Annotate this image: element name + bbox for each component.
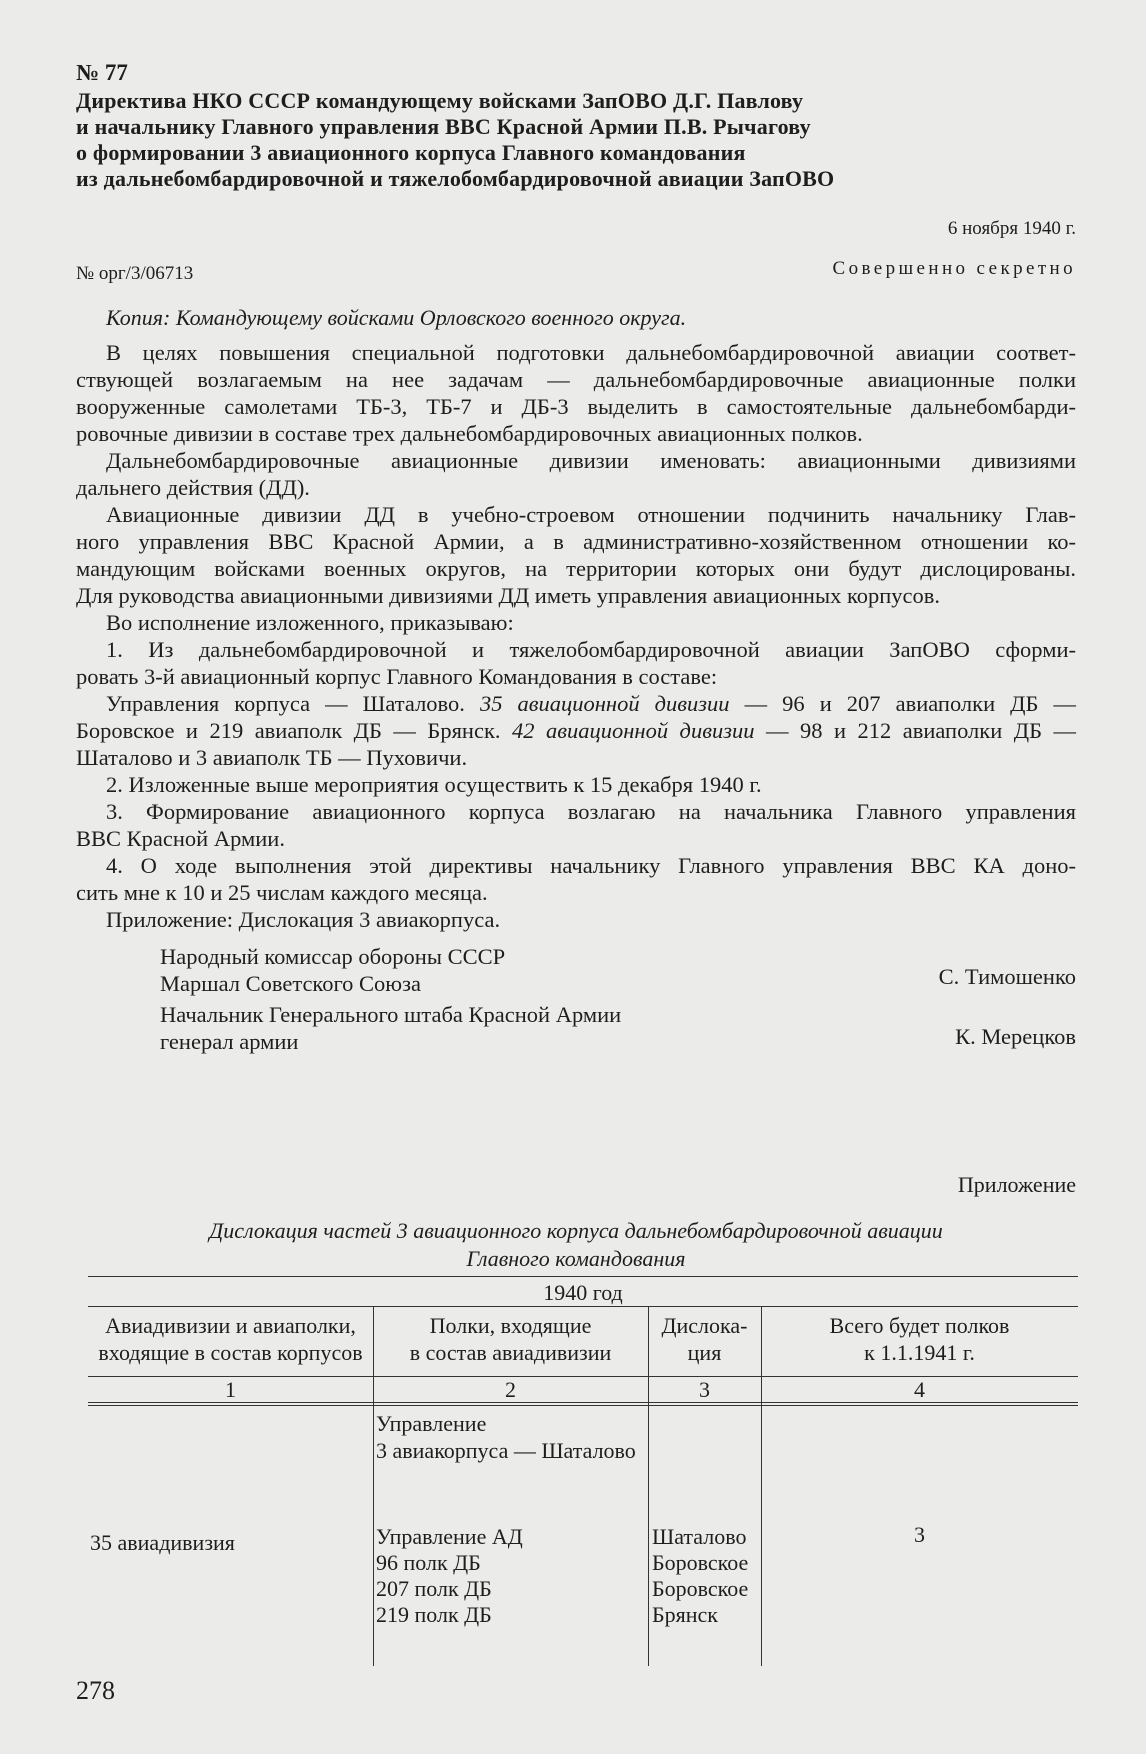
location-item: Боровское [652,1550,749,1575]
classification-mark: Совершенно секретно [832,258,1076,279]
appendix-label: Приложение [957,1172,1076,1197]
header-line: в состав авиадивизии [409,1340,612,1365]
header-line: Авиадивизии и авиаполки, [105,1313,356,1338]
title-line: о формировании 3 авиационного корпуса Главного командования [76,140,746,165]
header-line: входящие в состав корпусов [98,1340,363,1365]
document-number: № 77 [76,60,128,85]
body-line: Для руководства авиационными дивизиями ДД иметь управления авиационных корпусов. [76,583,941,608]
table-rule [88,1276,1078,1277]
copy-note: Копия: Командующему войсками Орловского военного округа. [106,305,687,330]
body-line: 2. Изложенные выше мероприятия осуществить к 15 декабря 1940 г. [106,772,762,797]
italic-span: 42 авиационной дивизии [512,718,755,743]
body-line: 3. Формирование авиационного корпуса возлагаю на начальника Главного управления [106,799,1076,824]
body-line: В целях повышения специальной подготовки дальнебомбардировочной авиации соответ- [106,340,1076,365]
column-number: 2 [505,1377,516,1402]
page-number: 278 [76,1676,115,1705]
column-header [88,1312,373,1366]
signatory-title: Народный комиссар обороны СССР [160,944,506,969]
text-span: Боровское и 219 авиаполк ДБ — Брянск. [76,718,512,743]
title-line: и начальнику Главного управления ВВС Красной Армии П.В. Рычагову [76,114,811,139]
signatory-rank: Маршал Советского Союза [160,971,421,996]
text-span: — 98 и 212 авиаполки ДБ — [754,718,1076,743]
title-line: из дальнебомбардировочной и тяжелобомбардировочной авиации ЗапОВО [76,166,835,191]
body-line: 1. Из дальнебомбардировочной и тяжелобомбардировочной авиации ЗапОВО сформи- [106,637,1076,662]
body-line: Авиационные дивизии ДД в учебно-строевом отношении подчинить начальнику Глав- [106,502,1076,527]
header-line: Всего будет полков [829,1313,1010,1338]
regiment-total: 3 [914,1522,925,1547]
appendix-caption: Главного командования [466,1246,686,1271]
body-line: сить мне к 10 и 25 числам каждого месяца. [76,880,488,905]
regiment-item: Управление АД [376,1524,523,1549]
body-line: ровать 3-й авиационный корпус Главного Командования в составе: [76,664,718,689]
regiment-item: 96 полк ДБ [376,1550,481,1575]
body-line: ного управления ВВС Красной Армии, а в административно-хозяйственном отношении ко- [76,529,1076,554]
division-name: 35 авиадивизия [90,1530,235,1555]
year-header: 1940 год [543,1280,623,1305]
column-header [761,1312,1078,1366]
composition-line [76,691,1076,717]
body-line: ВВС Красной Армии. [76,826,285,851]
body-line: Во исполнение изложенного, приказываю: [106,610,514,635]
column-number: 4 [914,1377,925,1402]
location-item: Брянск [652,1602,718,1627]
body-line: ровочные дивизии в составе трех дальнебомбардировочных авиационных полков. [76,421,863,446]
signatory-name: К. Мерецков [955,1024,1076,1049]
column-number: 3 [699,1377,710,1402]
location-item: Боровское [652,1576,749,1601]
body-line: 4. О ходе выполнения этой директивы начальнику Главного управления ВВС КА доно- [106,853,1076,878]
signatory-rank: генерал армии [160,1029,299,1054]
header-line: к 1.1.1941 г. [864,1340,975,1365]
table-rule [88,1306,1078,1307]
signatory-name: С. Тимошенко [938,964,1076,989]
body-line: мандующим войсками военных округов, на территории которых они будут дислоцированы. [76,556,1076,581]
column-header [648,1312,761,1366]
composition-line [76,718,1076,744]
dislocation-table [88,1276,1078,1666]
text-span: — 96 и 207 авиаполки ДБ — [729,691,1076,716]
appendix-caption: Дислокация частей 3 авиационного корпуса дальнебомбардировочной авиации [209,1218,943,1243]
corps-hq-line: Управление [376,1411,487,1436]
text-span: Управления корпуса — Шаталово. [106,691,480,716]
regiment-item: 219 полк ДБ [376,1602,492,1627]
attachment-line: Приложение: Дислокация 3 авиакорпуса. [106,907,501,932]
body-line: Дальнебомбардировочные авиационные дивизии именовать: авиационными дивизиями [106,448,1076,473]
column-number: 1 [225,1377,236,1402]
title-line: Директива НКО СССР командующему войсками ЗапОВО Д.Г. Павлову [76,88,804,113]
registration-number: № орг/3/06713 [76,263,194,284]
table-rule [88,1405,1078,1406]
header-line: Дислока- [661,1313,748,1338]
corps-hq-line: 3 авиакорпуса — Шаталово [376,1438,636,1463]
body-line: ствующей возлагаемым на нее задачам — дальнебомбардировочные авиационные полки [76,367,1076,392]
location-item: Шаталово [652,1524,747,1549]
body-line: вооруженные самолетами ТБ-3, ТБ-7 и ДБ-3 выделить в самостоятельные дальнебомбарди- [76,394,1076,419]
body-line: дальнего действия (ДД). [76,475,310,500]
composition-line: Шаталово и 3 авиаполк ТБ — Пуховичи. [76,745,468,770]
signatory-title: Начальник Генерального штаба Красной Армии [160,1002,622,1027]
regiment-item: 207 полк ДБ [376,1576,492,1601]
italic-span: 35 авиационной дивизии [479,691,730,716]
column-header [373,1312,648,1366]
header-line: Полки, входящие [429,1313,592,1338]
document-date: 6 ноября 1940 г. [947,218,1076,239]
header-line: ция [687,1340,722,1365]
